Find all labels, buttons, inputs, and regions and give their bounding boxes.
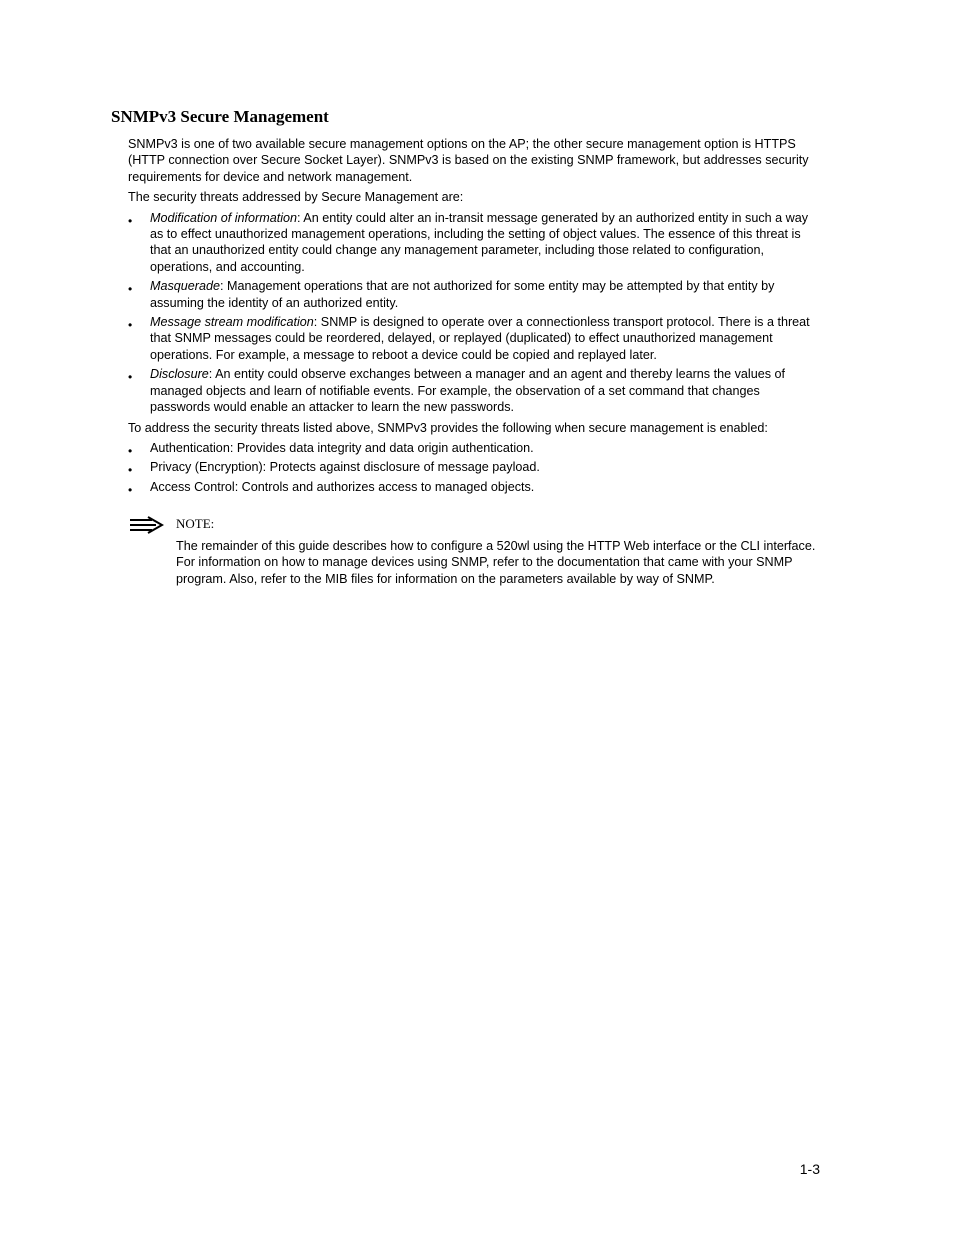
note-arrow-icon: [128, 516, 164, 534]
threat-term: Masquerade: [150, 279, 221, 294]
provides-intro: To address the security threats listed above, SNMPv3 provides the following when secure management is enabled:: [128, 420, 768, 435]
threat-term: Modification of information: [150, 210, 297, 225]
threat-description: : Management operations that are not authorized for some entity may be attempted by that entity by assuming the identity of an authorized entity.: [150, 279, 775, 310]
bullet-icon: •: [128, 482, 133, 497]
threat-item: [128, 210, 818, 276]
bullet-icon: •: [128, 318, 133, 333]
bullet-icon: •: [128, 463, 133, 478]
threat-item: [128, 314, 818, 363]
threat-list: [128, 210, 818, 416]
bullet-icon: •: [128, 443, 133, 458]
bullet-icon: •: [128, 370, 133, 385]
feature-text: Privacy (Encryption): Protects against disclosure of message payload.: [150, 460, 540, 475]
feature-list: [128, 440, 818, 495]
intro-paragraph: SNMPv3 is one of two available secure management options on the AP; the other secure management option is HTTPS (HTTP connection over Secure Socket Layer). SNMPv3 is based on the existing SNMP framework, but addresses security requirements for device and network management.: [128, 137, 809, 184]
threat-description: : An entity could alter an in-transit message generated by an authorized entity in such a way as to effect unauthorized management operations, including the setting of object values. The essence of this threat is that an unauthorized entity could change any management parameter, including those related to configuration, operations, and accounting.: [150, 210, 809, 274]
feature-item: [128, 479, 818, 495]
threat-term: Disclosure: [150, 367, 209, 382]
threat-item: [128, 278, 818, 311]
threats-intro: The security threats addressed by Secure Management are:: [128, 190, 464, 205]
note-label: NOTE:: [176, 516, 215, 531]
threat-description: : SNMP is designed to operate over a connectionless transport protocol. There is a threat that SNMP messages could be reordered, delayed, or replayed (duplicated) to effect unauthorized management operations. For example, a message to reboot a device could be copied and replayed later.: [150, 315, 810, 362]
feature-text: Authentication: Provides data integrity and data origin authentication.: [150, 440, 534, 455]
note-text: The remainder of this guide describes how to configure a 520wl using the HTTP Web interface or the CLI interface. For information on how to manage devices using SNMP, refer to the documentation that came with your SNMP program. Also, refer to the MIB files for information on the parameters available by way of SNMP.: [176, 539, 816, 586]
bullet-icon: •: [128, 213, 133, 228]
feature-text: Access Control: Controls and authorizes access to managed objects.: [150, 479, 535, 494]
threat-item: [128, 366, 818, 415]
page-number: 1-3: [799, 1161, 820, 1177]
bullet-icon: •: [128, 282, 133, 297]
threat-term: Message stream modification: [150, 315, 314, 330]
threat-description: : An entity could observe exchanges between a manager and an agent and thereby learns the values of managed objects and learn of notifiable events. For example, the observation of a set command that changes passwords would enable an attacker to learn the new passwords.: [150, 367, 786, 415]
feature-item: [128, 459, 818, 478]
section-title: SNMPv3 Secure Management: [111, 107, 329, 126]
body-content: [128, 136, 818, 499]
feature-item: [128, 440, 818, 456]
